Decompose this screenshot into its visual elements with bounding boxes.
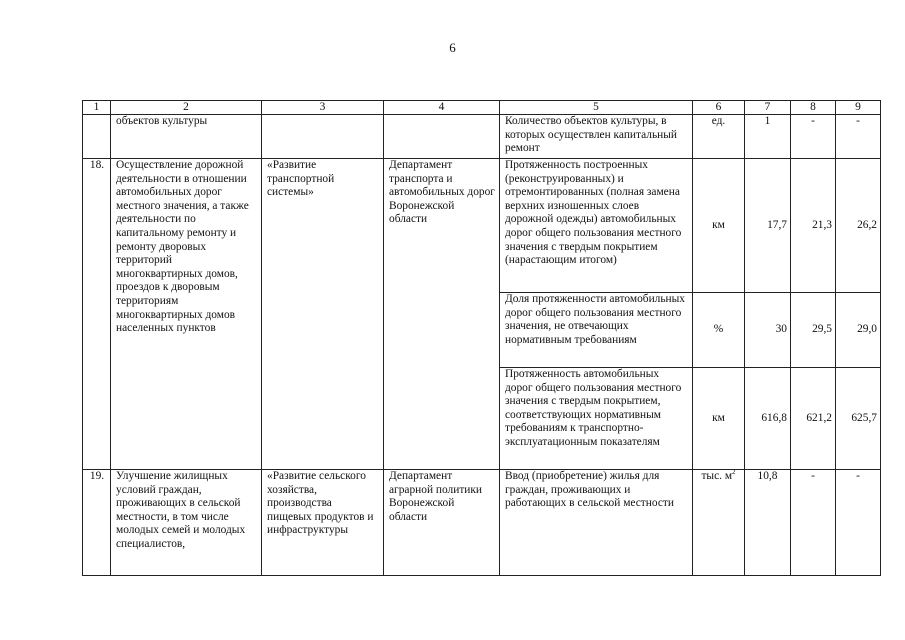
header-row — [83, 101, 881, 115]
value-cell: 21,3 — [791, 159, 836, 293]
col-header: 5 — [500, 101, 693, 115]
col-header: 9 — [836, 101, 881, 115]
value-cell: - — [791, 115, 836, 159]
value-cell: 17,7 — [745, 159, 791, 293]
col-header: 3 — [262, 101, 384, 115]
col-header: 1 — [83, 101, 111, 115]
value-cell: 29,5 — [791, 293, 836, 368]
indicator-text: Доля протяженности автомобильных дорог общего пользования местного значения, не отвечающих нормативным требованиям — [500, 293, 693, 368]
unit-cell — [693, 470, 745, 576]
indicator-text: Ввод (приобретение) жилья для граждан, проживающих и работающих в сельской местности — [500, 470, 693, 576]
measure-name: объектов культуры — [111, 115, 262, 159]
indicator-text: Протяженность автомобильных дорог общего пользования местного значения с твердым покрытием, соответствующих нормативным требованиям к транспортно-эксплуатационным показателям — [500, 368, 693, 470]
value-cell: - — [836, 115, 881, 159]
page-number: 6 — [449, 40, 456, 55]
unit-cell: ед. — [693, 115, 745, 159]
unit-cell: % — [693, 293, 745, 368]
col-header: 6 — [693, 101, 745, 115]
table-row — [83, 470, 881, 576]
department-name: Департамент транспорта и автомобильных дорог Воронежской области — [384, 159, 500, 470]
value-cell: 10,8 — [745, 470, 791, 576]
measure-name: Осуществление дорожной деятельности в отношении автомобильных дорог местного значения, а также деятельности по капитальному ремонту и ремонту дворовых территорий многоквартирных домов, проездов к дворовым территориям многоквартирных домов населенных пунктов — [111, 159, 262, 470]
col-header: 4 — [384, 101, 500, 115]
unit-cell: км — [693, 159, 745, 293]
value-cell: 616,8 — [745, 368, 791, 470]
value-cell: 26,2 — [836, 159, 881, 293]
table-row — [83, 115, 881, 159]
measure-name: Улучшение жилищных условий граждан, проживающих в сельской местности, в том числе молодых семей и молодых специалистов, — [111, 470, 262, 576]
indicators-table — [82, 100, 881, 576]
value-cell: - — [836, 470, 881, 576]
unit-superscript: 2 — [732, 469, 736, 477]
row-number: 18. — [83, 159, 111, 470]
col-header: 7 — [745, 101, 791, 115]
row-number: 19. — [83, 470, 111, 576]
unit-text: тыс. м — [701, 470, 733, 482]
value-cell: 625,7 — [836, 368, 881, 470]
department-name: Департамент аграрной политики Воронежской области — [384, 470, 500, 576]
value-cell: - — [791, 470, 836, 576]
indicator-text: Количество объектов культуры, в которых осуществлен капитальный ремонт — [500, 115, 693, 159]
col-header: 8 — [791, 101, 836, 115]
col-header: 2 — [111, 101, 262, 115]
indicator-text: Протяженность построенных (реконструированных) и отремонтированных (полная замена верхних изношенных слоев дорожной одежды) автомобильных дорог общего пользования местного значения с твердым покрытием (нарастающим итогом) — [500, 159, 693, 293]
value-cell: 29,0 — [836, 293, 881, 368]
unit-cell: км — [693, 368, 745, 470]
program-name: «Развитие транспортной системы» — [262, 159, 384, 470]
value-cell: 30 — [745, 293, 791, 368]
table-row — [83, 159, 881, 293]
value-cell: 1 — [745, 115, 791, 159]
program-name: «Развитие сельского хозяйства, производства пищевых продуктов и инфраструктуры — [262, 470, 384, 576]
value-cell: 621,2 — [791, 368, 836, 470]
